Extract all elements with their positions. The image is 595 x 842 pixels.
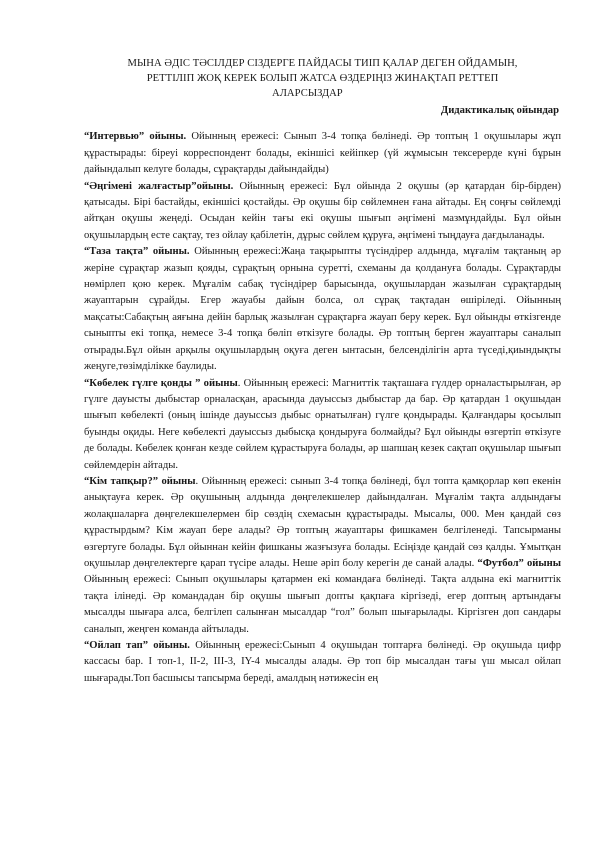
game-paragraph-butterfly [84, 376, 561, 474]
game-body: . Ойынның ережесі: сынып 3-4 топқа бөлінеді, бұл топта қамқорлар көп екенін анықтауға керек. Әр оқушының алдында дөңгелекшелер дайындалған. Мұғалім тақта алдындағы жолақшаларға дөңгелекшелермен бір сөздің схемасын құрастырады. Мысалы, 000. Мен қандай сөз құрастырдым? Кім жауап бере алады? Әр топтың жауаптары фишкамен белгіленеді. Тапсырманы өзгертуге болады. Бұл ойыннан кейін фишканы жазғызуға болады. Есіңізде қандай сөз қалды. Ұмытқан оқушылар дөңгелектерге қарап түсіре алады. Неше әріп болу керегін де санай алады. [84, 475, 562, 569]
game-body: . Ойынның ережесі: Магниттік тақташаға гүлдер орналастырылған, әр гүлге дауысты дыбыстар орналасқан, арасында дауыссыз дыбыстар да бар. Әр қатардан 1 оқушыдан шығып көбелекті (оның ішінде дауыссыз дыбыс орнатылған) гүлге қондырады. Қалғандары қосылып буынды оқиды. Неге көбелекті дауыссыз дыбысқа қондыруға болмайды? Бұл ойынды өзгертіп өткізуге де болады. Көбелек қонған кезде сөйлем құрастыруға болады, әр шапшаң кезек сақтап оқушылар шығып сөйлемдерін айтады. [84, 377, 561, 471]
game-paragraph-clean-board [84, 244, 561, 375]
heading-line-1: МЫНА ӘДІС ТӘСІЛДЕР СІЗДЕРГЕ ПАЙДАСЫ ТИІП ҚАЛАР ДЕГЕН ОЙДАМЫН, [127, 58, 518, 69]
section-subheading: Дидактикалық ойындар [440, 105, 559, 116]
game-title: “Ойлап тап” ойыны. [84, 640, 190, 651]
game-title: “Таза тақта” ойыны. [84, 246, 190, 258]
document-heading [84, 56, 561, 101]
game-title: “Интервью” ойыны. [84, 131, 187, 143]
game-body: Ойынның ережесі: Сынып оқушылары қатармен екі командаға бөлінеді. Тақта алдына екі магниттік тақта ілінеді. Әр командадан бір оқушы шығып допты қақпаға кіргізеді, егер доптың артындағы мысалды шығара алса, белгілеп салынған мысалдар “гол” болып шығарылады. Кіргізген доп сандары саналып, жеңген команда айтылады. [84, 574, 561, 635]
heading-line-3: АЛАРСЫЗДАР [272, 88, 343, 99]
game-body: Ойынның ережесі: Бұл ойында 2 оқушы (әр қатардан бір-бірден) қатысады. Бірі бастайды, екіншісі қостайды. Әр оқушы бір сөйлемнен ғана айтады. Ең соңғы сөйлемді айтқан оқушы жеңеді. Осыдан кейін тағы екі оқушы шығып әңгімені мазмұндайды. Бұл ойын оқушылардың есте сақтау, тез ойлау қабілетін, дұрыс сөйлем құруға, әңгімені тыңдауға дағдыланады. [84, 180, 561, 241]
game-title: “Көбелек гүлге қонды ” ойыны [84, 377, 238, 389]
game-paragraph-continue-story [84, 179, 561, 245]
game-body: Ойынның ережесі:Жаңа тақырыпты түсіндірер алдында, мұғалім тақтаның әр жеріне сұрақтар жазып қояды, сұрақтың орнына суретті, схеманы да қолдануға болады. Сұрақтарды нөмірлеп қою керек. Мұғалім сабақ түсіндірер барысында, оқушылардан жазылған сұрақтардың жауаптарын сұрайды. Егер жауабы дайын болса, ол сұрақ тақтадан өшіріледі. Ойынның мақсаты:Сабақтың аяғына дейін барлық жазылған сұрақтарға жауап беру керек. Бұл ойынды өткізгенде сыныпты екі топқа, немесе 3-4 топқа бөліп өткізуге болады. Әр топтың берген жауаптары саналып отырады.Бұл ойын арқылы оқушылардың оқуға деген ынтасын, белсенділігін арта түседі,қиындықты жеңуге,төзімділікке баулиды. [84, 246, 561, 373]
game-body: Ойынның ережесі:Сынып 4 оқушыдан топтарға бөлінеді. Әр оқушыда цифр кассасы бар. I топ-1, II-2, III-3, IY-4 мысалды алады. Әр топ бір мысалдан тағы үш мысал ойлап шығарады.Топ басшысы тапсырма береді, амалдың нәтижесін ең [84, 640, 561, 684]
heading-line-2: РЕТТІЛІП ЖОҚ КЕРЕК БОЛЫП ЖАТСА ӨЗДЕРІҢІЗ ЖИНАҚТАП РЕТТЕП [146, 73, 499, 84]
game-paragraph-interview [84, 129, 561, 178]
game-body: Ойынның ережесі: Сынып 3-4 топқа бөлінеді. Әр топтың 1 оқушылары жұп құрастырады: біреуі корреспондент болады, екіншісі кейіпкер (үй жұмысын тексерерде күні бұрын дайындалып келуге болады, сұрақтарды дайындайды) [84, 131, 562, 176]
game-title: “Әңгімені жалғастыр”ойыны. [84, 180, 234, 192]
game-paragraph-think-up [84, 638, 561, 687]
game-title: “Кім тапқыр?” ойыны [84, 475, 196, 487]
game-title: “Футбол” ойыны [477, 557, 561, 569]
game-paragraph-who-is-clever [84, 474, 561, 638]
